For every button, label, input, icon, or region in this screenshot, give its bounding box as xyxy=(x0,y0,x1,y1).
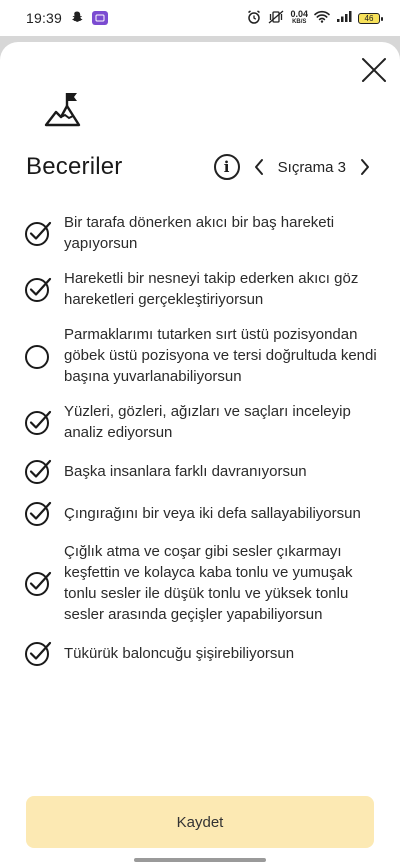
header-row xyxy=(26,150,374,184)
info-button[interactable] xyxy=(214,154,240,180)
chevron-left-icon xyxy=(253,158,265,176)
skill-item xyxy=(24,212,380,254)
net-speed-value: 0.04 xyxy=(290,9,308,19)
skill-text: Başka insanlara farklı davranıyorsun xyxy=(64,462,307,480)
app-badge-icon xyxy=(92,11,108,25)
signal-icon xyxy=(336,10,352,26)
snapchat-icon xyxy=(70,10,84,27)
save-button[interactable]: Kaydet xyxy=(26,796,374,848)
check-circle-icon[interactable] xyxy=(24,457,52,485)
empty-circle-icon[interactable] xyxy=(24,342,52,370)
skill-text: Hareketli bir nesneyi takip ederken akıcı göz hareketleri gerçekleştiriyorsun xyxy=(64,270,359,308)
status-bar xyxy=(0,0,400,36)
net-speed-unit: KB/S xyxy=(292,19,307,25)
info-icon: i xyxy=(223,158,230,176)
chevron-right-icon xyxy=(359,158,371,176)
wifi-icon xyxy=(314,10,330,26)
skills-list xyxy=(24,212,380,681)
home-indicator xyxy=(134,858,266,862)
skill-text: Bir tarafa dönerken akıcı bir baş hareketi yapıyorsun xyxy=(64,214,335,252)
skill-text: Yüzleri, gözleri, ağızları ve saçları inceleyip analiz ediyorsun xyxy=(64,403,351,441)
skill-item xyxy=(24,401,380,443)
period-navigation xyxy=(214,154,374,180)
alarm-icon xyxy=(246,9,262,28)
status-left xyxy=(26,10,108,27)
mountain-flag-icon xyxy=(44,90,82,128)
check-circle-icon[interactable] xyxy=(24,499,52,527)
skill-text: Parmaklarımı tutarken sırt üstü pozisyondan göbek üstü pozisyona ve tersi doğrultuda kendi başına yuvarlanabiliyorsun xyxy=(64,326,377,385)
close-icon xyxy=(361,57,387,83)
status-right xyxy=(246,9,380,28)
skill-item xyxy=(24,457,380,485)
period-label: Sıçrama 3 xyxy=(277,158,346,176)
skill-item xyxy=(24,541,380,625)
next-period-button[interactable] xyxy=(356,158,374,176)
battery-icon xyxy=(358,13,380,24)
skill-item xyxy=(24,639,380,667)
page-title: Beceriler xyxy=(26,153,123,180)
net-speed xyxy=(290,10,308,26)
mute-vibrate-icon xyxy=(268,10,284,27)
skills-sheet xyxy=(0,42,400,866)
check-circle-icon[interactable] xyxy=(24,219,52,247)
skill-item xyxy=(24,268,380,310)
battery-level: 46 xyxy=(364,13,374,23)
check-circle-icon[interactable] xyxy=(24,275,52,303)
skill-text: Çıngırağını bir veya iki defa sallayabiliyorsun xyxy=(64,504,361,522)
status-time: 19:39 xyxy=(26,10,63,26)
skill-item xyxy=(24,324,380,387)
skill-text: Çığlık atma ve coşar gibi sesler çıkarmayı keşfettin ve kolayca kaba tonlu ve yumuşak tonlu sesler ile düşük tonlu ve yüksek tonlu sesler arasında geçişler yapabiliyorsun xyxy=(64,543,353,623)
check-circle-icon[interactable] xyxy=(24,569,52,597)
check-circle-icon[interactable] xyxy=(24,408,52,436)
check-circle-icon[interactable] xyxy=(24,639,52,667)
skill-item xyxy=(24,499,380,527)
skill-text: Tükürük baloncuğu şişirebiliyorsun xyxy=(64,644,295,662)
prev-period-button[interactable] xyxy=(250,158,268,176)
close-button[interactable] xyxy=(360,56,388,84)
